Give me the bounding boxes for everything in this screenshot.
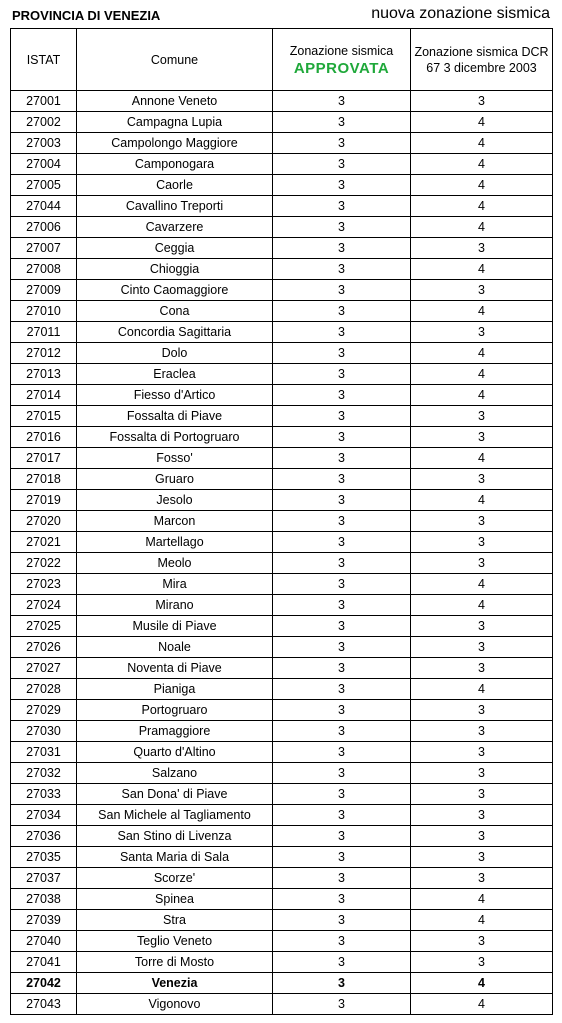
- cell-dcr-zone: 4: [411, 385, 553, 406]
- cell-istat: 27012: [11, 343, 77, 364]
- cell-new-zone: 3: [273, 973, 411, 994]
- cell-istat: 27010: [11, 301, 77, 322]
- table-row: [11, 910, 553, 931]
- cell-istat: 27025: [11, 616, 77, 637]
- table-row: [11, 637, 553, 658]
- cell-new-zone: 3: [273, 931, 411, 952]
- table-row: [11, 343, 553, 364]
- cell-dcr-zone: 4: [411, 973, 553, 994]
- cell-comune: Caorle: [77, 175, 273, 196]
- cell-dcr-zone: 4: [411, 889, 553, 910]
- seismic-zoning-table: [10, 28, 553, 1015]
- cell-new-zone: 3: [273, 574, 411, 595]
- cell-istat: 27024: [11, 595, 77, 616]
- table-row: [11, 133, 553, 154]
- cell-dcr-zone: 4: [411, 364, 553, 385]
- table-row: [11, 322, 553, 343]
- cell-dcr-zone: 4: [411, 490, 553, 511]
- cell-comune: Teglio Veneto: [77, 931, 273, 952]
- cell-new-zone: 3: [273, 322, 411, 343]
- cell-comune: Cavarzere: [77, 217, 273, 238]
- cell-dcr-zone: 3: [411, 280, 553, 301]
- cell-comune: Mira: [77, 574, 273, 595]
- cell-comune: Marcon: [77, 511, 273, 532]
- cell-comune: Spinea: [77, 889, 273, 910]
- cell-new-zone: 3: [273, 763, 411, 784]
- cell-new-zone: 3: [273, 196, 411, 217]
- cell-comune: Campolongo Maggiore: [77, 133, 273, 154]
- cell-dcr-zone: 4: [411, 301, 553, 322]
- table-row: [11, 616, 553, 637]
- cell-new-zone: 3: [273, 154, 411, 175]
- cell-dcr-zone: 4: [411, 133, 553, 154]
- table-row: [11, 973, 553, 994]
- cell-comune: Quarto d'Altino: [77, 742, 273, 763]
- cell-comune: Fossalta di Piave: [77, 406, 273, 427]
- cell-dcr-zone: 4: [411, 994, 553, 1015]
- table-row: [11, 952, 553, 973]
- table-row: [11, 406, 553, 427]
- cell-new-zone: 3: [273, 742, 411, 763]
- document-subtitle: nuova zonazione sismica: [371, 5, 550, 22]
- table-row: [11, 280, 553, 301]
- cell-istat: 27029: [11, 700, 77, 721]
- table-row: [11, 784, 553, 805]
- cell-dcr-zone: 3: [411, 952, 553, 973]
- cell-istat: 27035: [11, 847, 77, 868]
- table-row: [11, 490, 553, 511]
- cell-istat: 27032: [11, 763, 77, 784]
- cell-new-zone: 3: [273, 238, 411, 259]
- cell-istat: 27044: [11, 196, 77, 217]
- cell-dcr-zone: 3: [411, 847, 553, 868]
- cell-comune: Fiesso d'Artico: [77, 385, 273, 406]
- cell-istat: 27018: [11, 469, 77, 490]
- table-row: [11, 448, 553, 469]
- header-new-zoning-label: Zonazione sismica: [289, 43, 394, 58]
- cell-comune: Fossalta di Portogruaro: [77, 427, 273, 448]
- cell-istat: 27002: [11, 112, 77, 133]
- table-row: [11, 805, 553, 826]
- table-row: [11, 427, 553, 448]
- cell-dcr-zone: 3: [411, 427, 553, 448]
- cell-istat: 27007: [11, 238, 77, 259]
- cell-istat: 27008: [11, 259, 77, 280]
- table-row: [11, 364, 553, 385]
- cell-comune: Musile di Piave: [77, 616, 273, 637]
- cell-dcr-zone: 3: [411, 784, 553, 805]
- cell-comune: Concordia Sagittaria: [77, 322, 273, 343]
- cell-dcr-zone: 3: [411, 637, 553, 658]
- cell-comune: Noale: [77, 637, 273, 658]
- cell-new-zone: 3: [273, 469, 411, 490]
- cell-comune: Cavallino Treporti: [77, 196, 273, 217]
- cell-comune: Pramaggiore: [77, 721, 273, 742]
- table-row: [11, 217, 553, 238]
- cell-dcr-zone: 3: [411, 931, 553, 952]
- table-row: [11, 238, 553, 259]
- cell-new-zone: 3: [273, 511, 411, 532]
- cell-dcr-zone: 3: [411, 805, 553, 826]
- table-row: [11, 847, 553, 868]
- table-row: [11, 826, 553, 847]
- cell-new-zone: 3: [273, 994, 411, 1015]
- document-header: [0, 0, 562, 28]
- table-row: [11, 994, 553, 1015]
- cell-istat: 27040: [11, 931, 77, 952]
- cell-istat: 27009: [11, 280, 77, 301]
- cell-dcr-zone: 4: [411, 679, 553, 700]
- province-title: PROVINCIA DI VENEZIA: [12, 8, 161, 23]
- cell-new-zone: 3: [273, 910, 411, 931]
- table-row: [11, 931, 553, 952]
- cell-istat: 27041: [11, 952, 77, 973]
- cell-comune: Cona: [77, 301, 273, 322]
- cell-new-zone: 3: [273, 112, 411, 133]
- cell-new-zone: 3: [273, 700, 411, 721]
- cell-dcr-zone: 3: [411, 238, 553, 259]
- cell-istat: 27015: [11, 406, 77, 427]
- header-istat: ISTAT: [11, 29, 77, 91]
- cell-istat: 27005: [11, 175, 77, 196]
- cell-comune: Meolo: [77, 553, 273, 574]
- cell-new-zone: 3: [273, 133, 411, 154]
- header-comune: Comune: [77, 29, 273, 91]
- cell-comune: Fosso': [77, 448, 273, 469]
- table-body: [11, 91, 553, 1015]
- cell-new-zone: 3: [273, 217, 411, 238]
- cell-new-zone: 3: [273, 427, 411, 448]
- table-row: [11, 301, 553, 322]
- cell-new-zone: 3: [273, 784, 411, 805]
- table-row: [11, 679, 553, 700]
- cell-comune: Torre di Mosto: [77, 952, 273, 973]
- cell-istat: 27021: [11, 532, 77, 553]
- cell-new-zone: 3: [273, 343, 411, 364]
- cell-istat: 27034: [11, 805, 77, 826]
- table-header-row: [11, 29, 553, 91]
- cell-comune: Eraclea: [77, 364, 273, 385]
- cell-comune: Salzano: [77, 763, 273, 784]
- table-row: [11, 700, 553, 721]
- table-row: [11, 574, 553, 595]
- table-row: [11, 763, 553, 784]
- cell-dcr-zone: 3: [411, 469, 553, 490]
- cell-istat: 27006: [11, 217, 77, 238]
- cell-istat: 27011: [11, 322, 77, 343]
- cell-dcr-zone: 3: [411, 700, 553, 721]
- cell-dcr-zone: 3: [411, 553, 553, 574]
- cell-istat: 27001: [11, 91, 77, 112]
- table-row: [11, 553, 553, 574]
- cell-comune: Campagna Lupia: [77, 112, 273, 133]
- cell-new-zone: 3: [273, 385, 411, 406]
- cell-new-zone: 3: [273, 826, 411, 847]
- cell-comune: Jesolo: [77, 490, 273, 511]
- cell-comune: Vigonovo: [77, 994, 273, 1015]
- table-row: [11, 721, 553, 742]
- table-row: [11, 595, 553, 616]
- header-new-zoning: [273, 29, 411, 91]
- table-row: [11, 532, 553, 553]
- cell-dcr-zone: 4: [411, 112, 553, 133]
- cell-new-zone: 3: [273, 616, 411, 637]
- cell-istat: 27020: [11, 511, 77, 532]
- cell-new-zone: 3: [273, 637, 411, 658]
- cell-istat: 27036: [11, 826, 77, 847]
- table-row: [11, 469, 553, 490]
- cell-comune: San Dona' di Piave: [77, 784, 273, 805]
- cell-comune: Martellago: [77, 532, 273, 553]
- cell-comune: Venezia: [77, 973, 273, 994]
- cell-new-zone: 3: [273, 952, 411, 973]
- cell-new-zone: 3: [273, 553, 411, 574]
- cell-dcr-zone: 4: [411, 343, 553, 364]
- cell-comune: Ceggia: [77, 238, 273, 259]
- cell-comune: Scorze': [77, 868, 273, 889]
- cell-dcr-zone: 3: [411, 511, 553, 532]
- cell-new-zone: 3: [273, 490, 411, 511]
- cell-istat: 27022: [11, 553, 77, 574]
- table-row: [11, 91, 553, 112]
- cell-istat: 27013: [11, 364, 77, 385]
- cell-new-zone: 3: [273, 301, 411, 322]
- cell-comune: San Stino di Livenza: [77, 826, 273, 847]
- cell-comune: Chioggia: [77, 259, 273, 280]
- cell-new-zone: 3: [273, 448, 411, 469]
- cell-dcr-zone: 3: [411, 658, 553, 679]
- cell-istat: 27037: [11, 868, 77, 889]
- cell-new-zone: 3: [273, 364, 411, 385]
- cell-comune: San Michele al Tagliamento: [77, 805, 273, 826]
- cell-new-zone: 3: [273, 532, 411, 553]
- table-row: [11, 259, 553, 280]
- cell-new-zone: 3: [273, 259, 411, 280]
- table-row: [11, 889, 553, 910]
- cell-comune: Annone Veneto: [77, 91, 273, 112]
- table-row: [11, 742, 553, 763]
- cell-dcr-zone: 4: [411, 910, 553, 931]
- cell-istat: 27039: [11, 910, 77, 931]
- cell-new-zone: 3: [273, 658, 411, 679]
- cell-new-zone: 3: [273, 805, 411, 826]
- cell-new-zone: 3: [273, 595, 411, 616]
- cell-new-zone: 3: [273, 280, 411, 301]
- cell-dcr-zone: 3: [411, 763, 553, 784]
- cell-dcr-zone: 3: [411, 532, 553, 553]
- cell-new-zone: 3: [273, 847, 411, 868]
- cell-new-zone: 3: [273, 868, 411, 889]
- cell-dcr-zone: 4: [411, 574, 553, 595]
- table-row: [11, 658, 553, 679]
- cell-dcr-zone: 3: [411, 616, 553, 637]
- cell-comune: Noventa di Piave: [77, 658, 273, 679]
- cell-dcr-zone: 3: [411, 322, 553, 343]
- cell-comune: Cinto Caomaggiore: [77, 280, 273, 301]
- cell-new-zone: 3: [273, 91, 411, 112]
- cell-istat: 27028: [11, 679, 77, 700]
- cell-new-zone: 3: [273, 175, 411, 196]
- cell-istat: 27004: [11, 154, 77, 175]
- cell-comune: Santa Maria di Sala: [77, 847, 273, 868]
- cell-comune: Pianiga: [77, 679, 273, 700]
- cell-istat: 27003: [11, 133, 77, 154]
- cell-dcr-zone: 3: [411, 721, 553, 742]
- cell-comune: Camponogara: [77, 154, 273, 175]
- cell-comune: Gruaro: [77, 469, 273, 490]
- cell-comune: Dolo: [77, 343, 273, 364]
- cell-istat: 27033: [11, 784, 77, 805]
- cell-istat: 27016: [11, 427, 77, 448]
- table-row: [11, 154, 553, 175]
- cell-new-zone: 3: [273, 679, 411, 700]
- cell-dcr-zone: 3: [411, 868, 553, 889]
- cell-istat: 27017: [11, 448, 77, 469]
- cell-dcr-zone: 4: [411, 217, 553, 238]
- cell-istat: 27014: [11, 385, 77, 406]
- cell-dcr-zone: 3: [411, 742, 553, 763]
- cell-istat: 27027: [11, 658, 77, 679]
- table-row: [11, 112, 553, 133]
- cell-istat: 27043: [11, 994, 77, 1015]
- cell-dcr-zone: 4: [411, 448, 553, 469]
- cell-new-zone: 3: [273, 889, 411, 910]
- cell-dcr-zone: 3: [411, 91, 553, 112]
- table-row: [11, 196, 553, 217]
- cell-comune: Stra: [77, 910, 273, 931]
- cell-dcr-zone: 4: [411, 154, 553, 175]
- table-row: [11, 868, 553, 889]
- cell-istat: 27019: [11, 490, 77, 511]
- cell-istat: 27038: [11, 889, 77, 910]
- cell-istat: 27026: [11, 637, 77, 658]
- cell-dcr-zone: 3: [411, 406, 553, 427]
- cell-dcr-zone: 4: [411, 175, 553, 196]
- cell-comune: Mirano: [77, 595, 273, 616]
- cell-new-zone: 3: [273, 406, 411, 427]
- cell-dcr-zone: 3: [411, 826, 553, 847]
- cell-istat: 27042: [11, 973, 77, 994]
- cell-dcr-zone: 4: [411, 196, 553, 217]
- cell-istat: 27031: [11, 742, 77, 763]
- table-row: [11, 175, 553, 196]
- cell-comune: Portogruaro: [77, 700, 273, 721]
- cell-dcr-zone: 4: [411, 595, 553, 616]
- table-row: [11, 385, 553, 406]
- table-row: [11, 511, 553, 532]
- approved-label: APPROVATA: [293, 59, 390, 77]
- cell-istat: 27023: [11, 574, 77, 595]
- cell-new-zone: 3: [273, 721, 411, 742]
- cell-istat: 27030: [11, 721, 77, 742]
- cell-dcr-zone: 4: [411, 259, 553, 280]
- header-dcr-zoning: Zonazione sismica DCR 67 3 dicembre 2003: [411, 29, 553, 91]
